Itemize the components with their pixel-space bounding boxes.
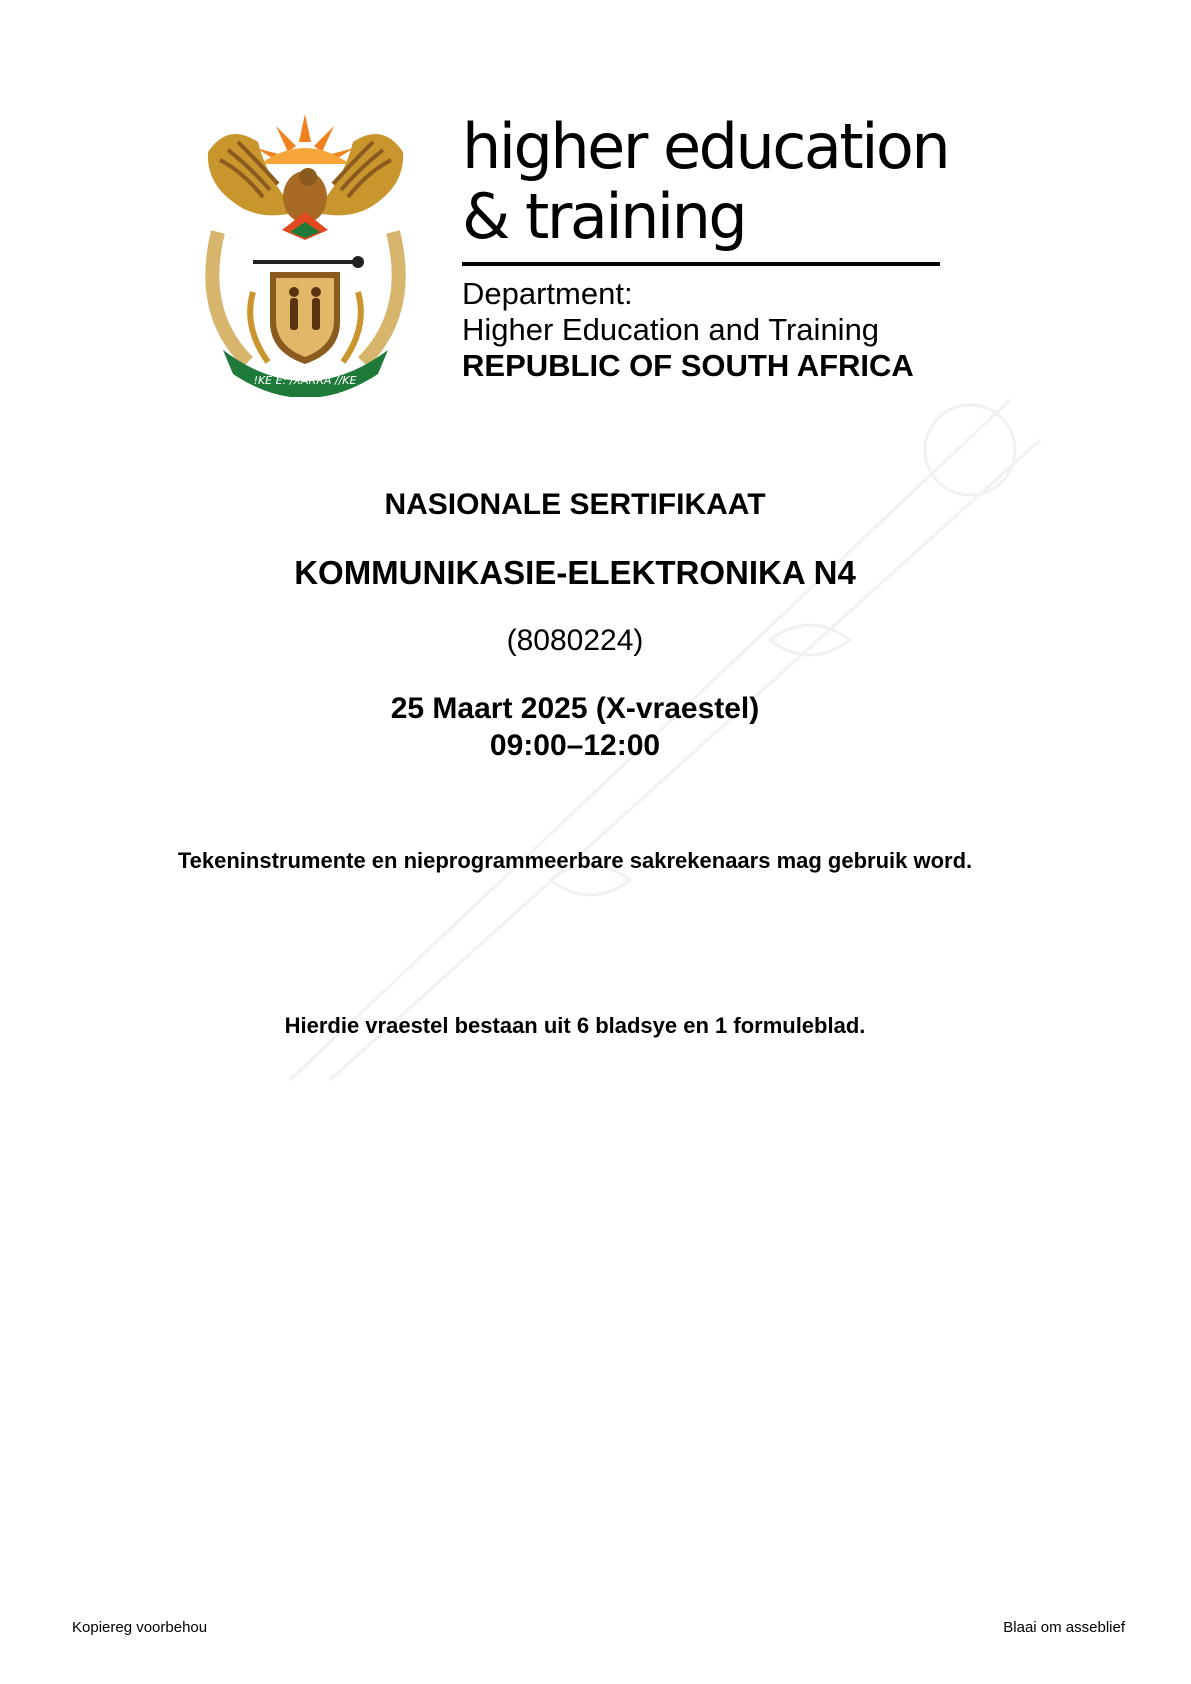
certificate-title: NASIONALE SERTIFIKAAT: [384, 488, 766, 521]
copyright-note: Kopiereg voorbehou: [72, 1619, 208, 1636]
brand-line-1: higher education: [462, 110, 949, 183]
instructions-text: Tekeninstrumente en nieprogrammeerbare sakrekenaars mag gebruik word.: [177, 848, 973, 873]
exam-time: 09:00–12:00: [489, 729, 661, 762]
coat-of-arms-logo: [198, 112, 413, 397]
crest-motto: !KE E: /XARRA //KE: [253, 374, 357, 387]
department-name: Higher Education and Training: [462, 312, 880, 347]
country-name: REPUBLIC OF SOUTH AFRICA: [462, 348, 914, 383]
department-brand: [462, 110, 949, 384]
brand-line-2: & training: [462, 180, 746, 253]
department-label: Department:: [462, 276, 633, 311]
turn-over-note: Blaai om asseblief: [1003, 1619, 1125, 1636]
exam-date: 25 Maart 2025 (X-vraestel): [390, 692, 760, 725]
brand-divider: [462, 262, 940, 266]
paper-code: (8080224): [506, 624, 644, 657]
subject-title: KOMMUNIKASIE-ELEKTRONIKA N4: [294, 554, 856, 591]
pages-info-text: Hierdie vraestel bestaan uit 6 bladsye en 1 formuleblad.: [284, 1013, 866, 1038]
